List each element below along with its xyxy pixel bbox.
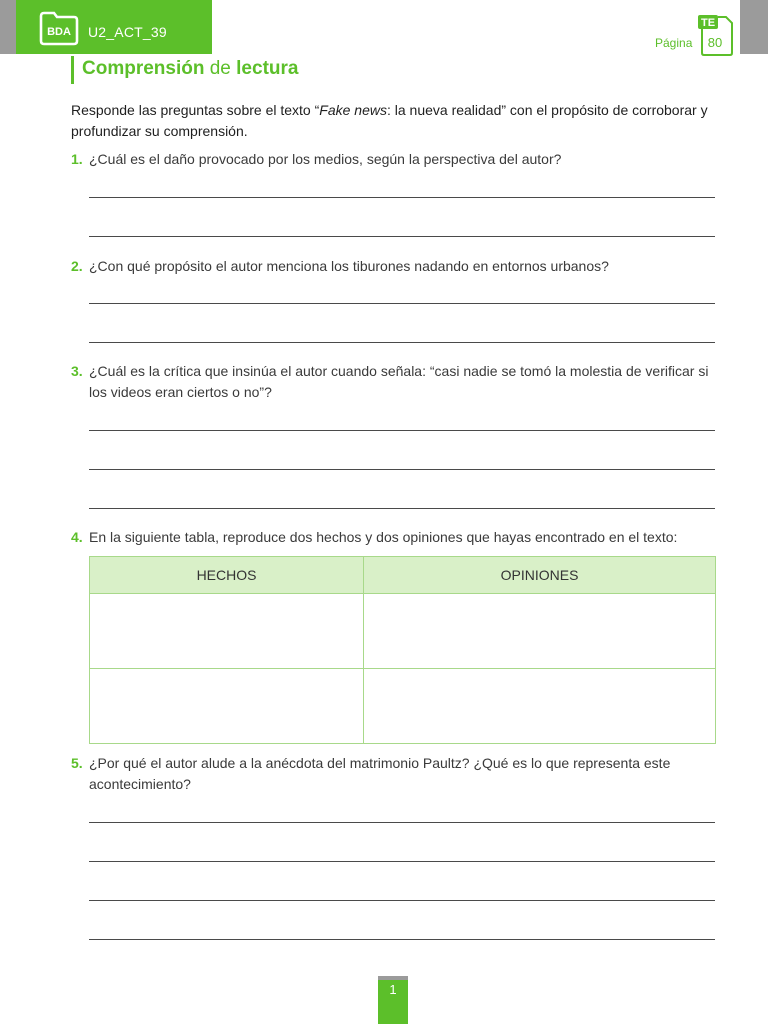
question-text: ¿Cuál es el daño provocado por los medios, según la perspectiva del autor? [89,151,562,167]
question-text: ¿Cuál es la crítica que insinúa el autor cuando señala: “casi nadie se tomó la molestia de verificar si los videos eran ciertos o no”? [89,363,709,400]
left-edge-strip [0,0,16,54]
question-text: ¿Con qué propósito el autor menciona los tiburones nadando en entornos urbanos? [89,258,609,274]
question-5 [71,753,721,795]
answer-line[interactable] [89,197,715,198]
table-cell-opinion[interactable] [364,669,716,744]
intro-text-1: Responde las preguntas sobre el texto “ [71,102,320,118]
answer-line[interactable] [89,861,715,862]
answer-line[interactable] [89,469,715,470]
title-accent-bar [71,56,74,84]
question-text: ¿Por qué el autor alude a la anécdota del matrimonio Paultz? ¿Qué es lo que representa este acontecimiento? [89,755,671,792]
question-2 [71,256,721,277]
answer-line[interactable] [89,430,715,431]
right-edge-strip [740,0,768,54]
footer-page-tab [378,976,408,1024]
page-badge-text: TE [700,17,716,29]
intro-italic-title: Fake news [319,102,387,118]
column-header-opiniones: OPINIONES [364,557,716,594]
title-part-1: Comprensión [82,58,205,79]
page-label: Página [655,36,693,50]
table-cell-opinion[interactable] [364,594,716,669]
footer-strip [378,976,408,980]
question-text: En la siguiente tabla, reproduce dos hechos y dos opiniones que hayas encontrado en el texto: [89,529,678,545]
title-part-2: de [204,58,237,79]
question-number: 2. [71,258,83,274]
footer-page-number: 1 [389,982,397,997]
table-cell-hecho[interactable] [90,594,364,669]
answer-line[interactable] [89,303,715,304]
answer-line[interactable] [89,939,715,940]
question-1 [71,149,721,170]
question-3 [71,361,721,403]
facts-opinions-table [89,556,716,744]
table-row [90,594,716,669]
question-4 [71,527,721,548]
section-title [82,58,298,80]
answer-line[interactable] [89,822,715,823]
answer-line[interactable] [89,508,715,509]
logo-text: BDA [47,26,71,38]
question-number: 5. [71,755,83,771]
table-row [90,669,716,744]
question-number: 4. [71,529,83,545]
instructions [71,100,711,142]
question-number: 3. [71,363,83,379]
page-number: 80 [707,35,723,50]
answer-line[interactable] [89,342,715,343]
column-header-hechos: HECHOS [90,557,364,594]
table-cell-hecho[interactable] [90,669,364,744]
bda-folder-icon [38,10,80,46]
title-part-3: lectura [236,58,299,79]
answer-line[interactable] [89,236,715,237]
answer-line[interactable] [89,900,715,901]
question-number: 1. [71,151,83,167]
activity-code: U2_ACT_39 [88,24,167,40]
intro-text-2: : la nueva realidad” con el propósito de corroborar y profundizar su comprensión. [71,102,708,139]
